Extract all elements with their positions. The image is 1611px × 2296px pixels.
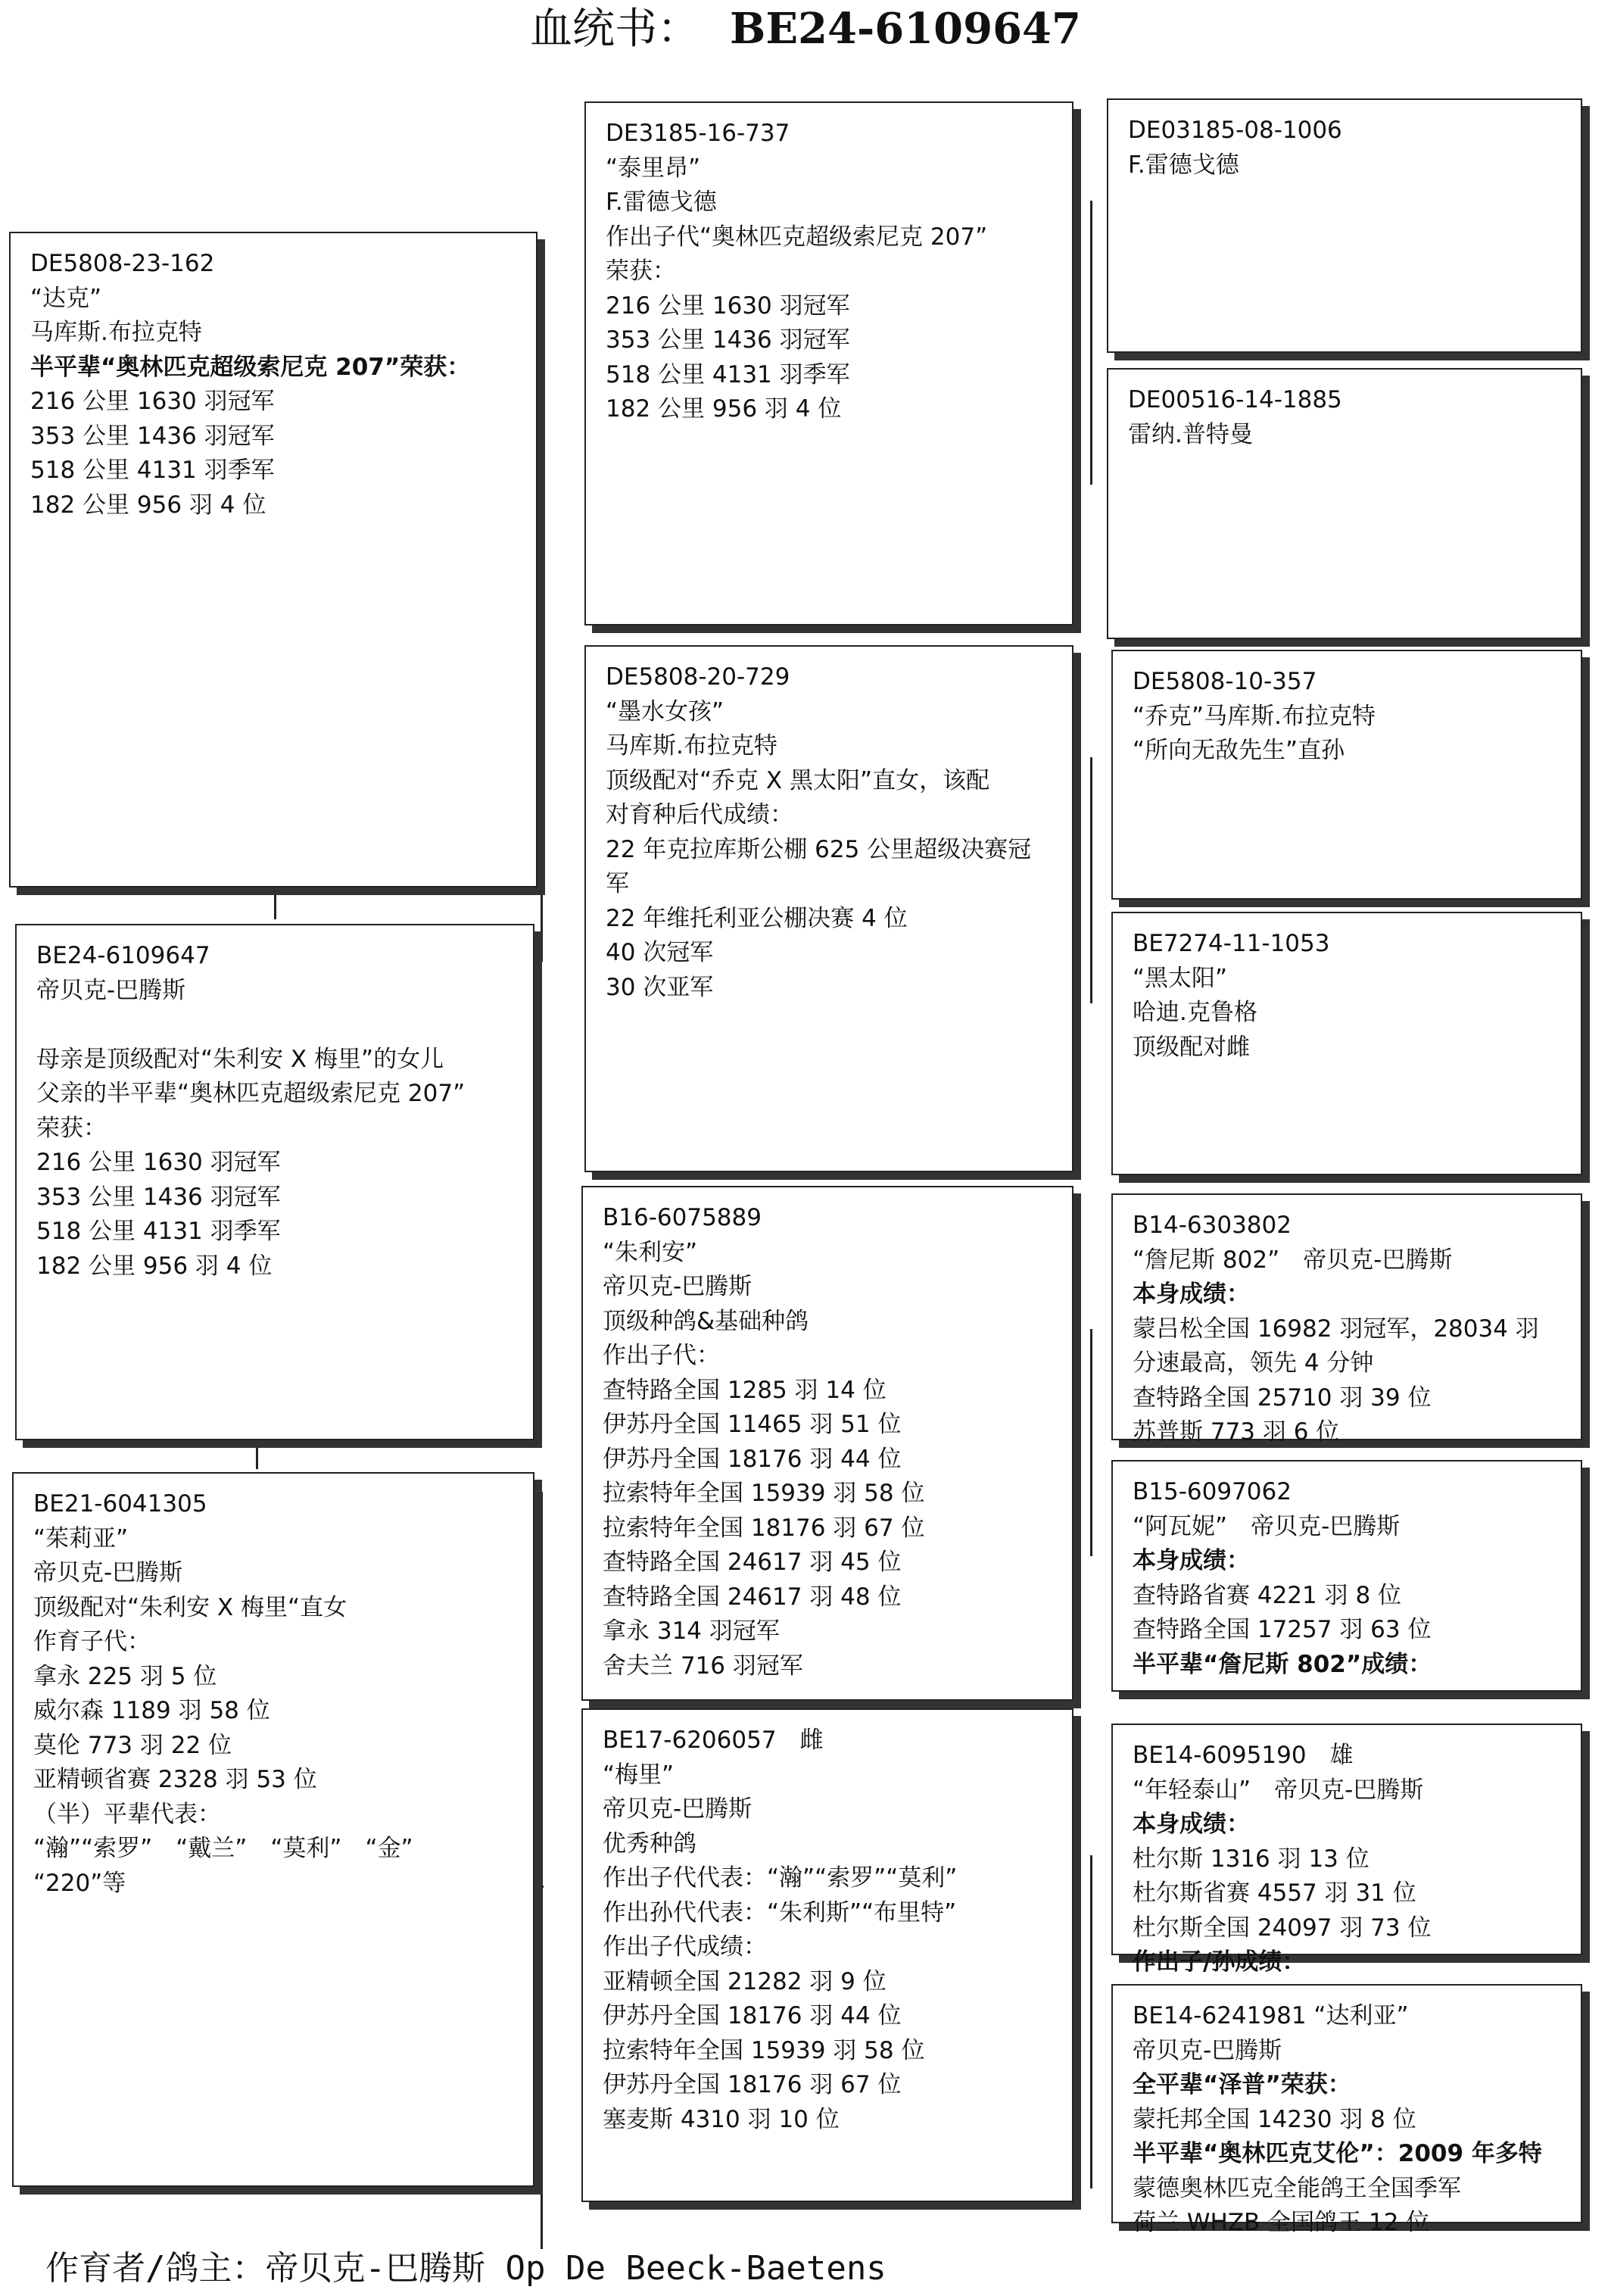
pedigree-line: 雷纳.普特曼: [1128, 420, 1253, 448]
pedigree-line: 40 次冠军: [606, 939, 714, 966]
pedigree-line: 苏普斯 773 羽 6 位: [1133, 1418, 1340, 1446]
pedigree-line: 荣获：: [36, 1114, 107, 1142]
ring-number: DE00516-14-1885: [1128, 386, 1342, 413]
connector-dd-parents: [1090, 1855, 1092, 2188]
pedigree-line: 马库斯.布拉克特: [606, 732, 777, 760]
pedigree-box-dam-sire-sire: [1111, 1193, 1582, 1446]
pedigree-box-dam-dam: [581, 1708, 1073, 2202]
ring-number: DE5808-20-729: [606, 663, 790, 691]
pedigree-line: 作出子代：: [603, 1342, 720, 1369]
pedigree-line: 父亲的半平辈“奥林匹克超级索尼克 207”: [36, 1080, 466, 1107]
pedigree-line: 作出子/孙成绩：: [1133, 1948, 1306, 1976]
pedigree-line: “达克”: [30, 284, 102, 312]
ring-number: DE5808-23-162: [30, 250, 215, 277]
pedigree-line: 353 公里 1436 羽冠军: [30, 422, 275, 450]
pedigree-line: 查特路全国 24617 羽 48 位: [603, 1583, 902, 1611]
pedigree-line: 对育种后代成绩：: [606, 801, 793, 828]
pedigree-line: 蒙德奥林匹克全能鸽王全国季军: [1133, 2174, 1461, 2202]
pedigree-line: 伊苏丹全国 18176 羽 44 位: [603, 2002, 902, 2029]
pedigree-box-dam-sire-dam: [1111, 1460, 1582, 1692]
pedigree-box-sire-dam-dam: [1111, 912, 1582, 1175]
pedigree-line: 作出子代成绩：: [603, 1933, 767, 1961]
pedigree-line: 查特路省赛 4221 羽 8 位: [1133, 1581, 1402, 1609]
pedigree-line: 莫伦 773 羽 22 位: [33, 1731, 232, 1759]
ring-number: DE03185-08-1006: [1128, 117, 1342, 144]
pedigree-line: 顶级配对“朱利安 X 梅里“直女: [33, 1593, 347, 1621]
pedigree-line: 威尔森 1189 羽 58 位: [33, 1697, 270, 1724]
ring-number: BE14-6095190 雄: [1133, 1742, 1354, 1769]
breeder-line: [45, 2248, 887, 2290]
pedigree-line: 顶级种鸽&基础种鸽: [603, 1307, 809, 1335]
ring-number: BE24-6109647: [36, 942, 210, 969]
pedigree-line: 顶级配对“乔克 X 黑太阳”直女，该配: [606, 766, 990, 794]
pedigree-line: 作出子代“奥林匹克超级索尼克 207”: [606, 223, 988, 251]
connector-dam-parents: [541, 1492, 543, 2249]
pedigree-line: “所向无敌先生”直孙: [1133, 737, 1345, 764]
pedigree-line: 182 公里 956 羽 4 位: [36, 1252, 273, 1280]
pedigree-line: 216 公里 1630 羽冠军: [36, 1149, 281, 1176]
ring-number: BE17-6206057 雌: [603, 1727, 824, 1754]
pedigree-box-dam-dam-sire: [1111, 1724, 1582, 1976]
pedigree-line: （半）平辈代表：: [33, 1800, 221, 1828]
ring-number: BE21-6041305: [33, 1490, 207, 1518]
pedigree-line: 半平辈“奥林匹克超级索尼克 207”荣获：: [30, 353, 471, 381]
pedigree-line: 伊苏丹全国 11465 羽 51 位: [603, 1411, 902, 1438]
pedigree-line: 全平辈“泽普”荣获：: [1133, 2071, 1351, 2098]
pedigree-line: 518 公里 4131 羽季军: [36, 1218, 281, 1245]
pedigree-line: 216 公里 1630 羽冠军: [606, 292, 850, 320]
pedigree-box-subject: [15, 924, 534, 1440]
pedigree-line: “阿瓦妮” 帝贝克-巴腾斯: [1133, 1512, 1401, 1540]
pedigree-box-dam: [12, 1472, 534, 2187]
ring-number: DE3185-16-737: [606, 120, 790, 147]
pedigree-line: 帝贝克-巴腾斯: [36, 976, 186, 1004]
pedigree-line: 30 次亚军: [606, 973, 714, 1001]
pedigree-line: 塞麦斯 4310 羽 10 位: [603, 2105, 840, 2133]
breeder-name: 帝贝克-巴腾斯 Op De Beeck-Baetens: [265, 2249, 887, 2288]
pedigree-line: 亚精顿省赛 2328 羽 53 位: [33, 1766, 317, 1793]
pedigree-line: 蒙吕松全国 16982 羽冠军，28034 羽: [1133, 1315, 1539, 1343]
pedigree-line: “梅里”: [603, 1761, 675, 1789]
connector-sire-parents: [541, 310, 543, 962]
pedigree-line: 拉索特年全国 18176 羽 67 位: [603, 1514, 925, 1542]
pedigree-line: 亚精顿全国 21282 羽 9 位: [603, 1967, 887, 1995]
pedigree-line: 马库斯.布拉克特: [30, 319, 202, 346]
pedigree-line: 帝贝克-巴腾斯: [33, 1559, 183, 1586]
ring-number: B14-6303802: [1133, 1212, 1292, 1239]
connector-ss-parents: [1090, 201, 1092, 485]
ring-number: BE14-6241981 “达利亚”: [1133, 2002, 1409, 2029]
pedigree-line: 518 公里 4131 羽季军: [30, 457, 275, 484]
pedigree-line: 顶级配对雌: [1133, 1033, 1250, 1061]
pedigree-line: 分速最高，领先 4 分钟: [1133, 1349, 1374, 1377]
pedigree-line: 查特路全国 25710 羽 39 位: [1133, 1384, 1432, 1412]
pedigree-line: 本身成绩：: [1133, 1281, 1250, 1308]
pedigree-line: 杜尔斯 1316 羽 13 位: [1133, 1845, 1370, 1873]
pedigree-line: 帝贝克-巴腾斯: [1133, 2036, 1282, 2064]
ring-number: DE5808-10-357: [1133, 668, 1317, 695]
pedigree-line: “黑太阳”: [1133, 964, 1228, 992]
title-label: 血统书：: [530, 5, 700, 54]
pedigree-line: 本身成绩：: [1133, 1547, 1250, 1574]
pedigree-line: 帝贝克-巴腾斯: [603, 1273, 753, 1300]
breeder-label: 作育者/鸽主：: [45, 2249, 266, 2288]
ring-number: B15-6097062: [1133, 1478, 1292, 1505]
pedigree-line: 杜尔斯全国 24097 羽 73 位: [1133, 1914, 1432, 1942]
pedigree-line: 军: [606, 870, 629, 897]
pedigree-line: 荣获：: [606, 257, 676, 285]
pedigree-line: 518 公里 4131 羽季军: [606, 360, 850, 388]
pedigree-box-sire-sire-dam: [1107, 368, 1582, 639]
connector-sire-subject: [274, 891, 276, 919]
pedigree-box-sire: [9, 232, 538, 888]
title-ring-number: BE24-6109647: [730, 4, 1081, 54]
pedigree-line: 353 公里 1436 羽冠军: [36, 1183, 281, 1211]
connector-sd-parents: [1090, 757, 1092, 1003]
connector-dam-parents-stub: [534, 1886, 544, 1888]
connector-subject-dam: [256, 1439, 258, 1469]
pedigree-line: “乔克”马库斯.布拉克特: [1133, 702, 1376, 730]
pedigree-line: 182 公里 956 羽 4 位: [606, 395, 842, 423]
pedigree-line: 作出子代代表：“瀚”“索罗”“莫利”: [603, 1864, 958, 1892]
pedigree-line: 帝贝克-巴腾斯: [603, 1795, 753, 1823]
pedigree-line: 哈迪.克鲁格: [1133, 999, 1257, 1026]
pedigree-line: 本身成绩：: [1133, 1811, 1250, 1838]
pedigree-line: 伊苏丹全国 18176 羽 44 位: [603, 1445, 902, 1473]
pedigree-box-dam-sire: [581, 1186, 1073, 1701]
pedigree-line: “220”等: [33, 1869, 126, 1897]
pedigree-line: “年轻泰山” 帝贝克-巴腾斯: [1133, 1776, 1424, 1804]
pedigree-line: 182 公里 956 羽 4 位: [30, 491, 266, 519]
pedigree-line: 荷兰 WHZB 全国鸽王 12 位: [1133, 2209, 1430, 2236]
pedigree-line: 母亲是顶级配对“朱利安 X 梅里”的女儿: [36, 1045, 444, 1073]
ring-number: B16-6075889: [603, 1204, 762, 1231]
pedigree-line: 半平辈“奥林匹克艾伦”：2009 年多特: [1133, 2140, 1542, 2167]
pedigree-line: 杜尔斯省赛 4557 羽 31 位: [1133, 1880, 1416, 1907]
pedigree-box-sire-dam-sire: [1111, 650, 1582, 900]
pedigree-line: 拿永 314 羽冠军: [603, 1617, 780, 1645]
pedigree-line: F.雷德戈德: [606, 189, 717, 216]
pedigree-line: “瀚”“索罗” “戴兰” “莫利” “金”: [33, 1835, 413, 1862]
pedigree-line: 拉索特年全国 15939 羽 58 位: [603, 1480, 925, 1507]
pedigree-line: 舍夫兰 716 羽冠军: [603, 1652, 803, 1680]
pedigree-line: 查特路全国 24617 羽 45 位: [603, 1549, 902, 1576]
ring-number: BE7274-11-1053: [1133, 930, 1330, 957]
pedigree-line: 优秀种鸽: [603, 1830, 696, 1858]
pedigree-line: [36, 1008, 513, 1043]
pedigree-line: F.雷德戈德: [1128, 151, 1239, 179]
connector-ds-parents: [1090, 1329, 1092, 1556]
pedigree-line: 拿永 225 羽 5 位: [33, 1662, 217, 1690]
pedigree-line: 22 年维托利亚公棚决赛 4 位: [606, 904, 908, 932]
pedigree-line: 作出孙代代表：“朱利斯”“布里特”: [603, 1898, 957, 1926]
pedigree-line: 蒙托邦全国 14230 羽 8 位: [1133, 2105, 1416, 2133]
pedigree-line: “朱利安”: [603, 1238, 698, 1266]
pedigree-line: “詹尼斯 802” 帝贝克-巴腾斯: [1133, 1246, 1453, 1274]
pedigree-line: “茱莉亚”: [33, 1524, 129, 1552]
page-title: [0, 0, 1611, 58]
pedigree-line: 拉索特年全国 15939 羽 58 位: [603, 2036, 925, 2064]
pedigree-line: 作育子代：: [33, 1628, 151, 1655]
pedigree-line: 半平辈“詹尼斯 802”成绩：: [1133, 1650, 1432, 1678]
pedigree-line: 353 公里 1436 羽冠军: [606, 326, 850, 354]
pedigree-line: “泰里昂”: [606, 154, 701, 182]
pedigree-box-dam-dam-dam: [1111, 1984, 1582, 2236]
pedigree-line: 伊苏丹全国 18176 羽 67 位: [603, 2071, 902, 2098]
pedigree-box-sire-sire-sire: [1107, 98, 1582, 353]
pedigree-box-sire-sire: [584, 101, 1073, 625]
pedigree-line: “墨水女孩”: [606, 697, 724, 725]
pedigree-line: 216 公里 1630 羽冠军: [30, 388, 275, 415]
pedigree-box-sire-dam: [584, 645, 1073, 1172]
pedigree-line: 22 年克拉库斯公棚 625 公里超级决赛冠: [606, 835, 1032, 863]
pedigree-line: 查特路全国 17257 羽 63 位: [1133, 1616, 1432, 1643]
pedigree-line: 查特路全国 1285 羽 14 位: [603, 1376, 887, 1404]
